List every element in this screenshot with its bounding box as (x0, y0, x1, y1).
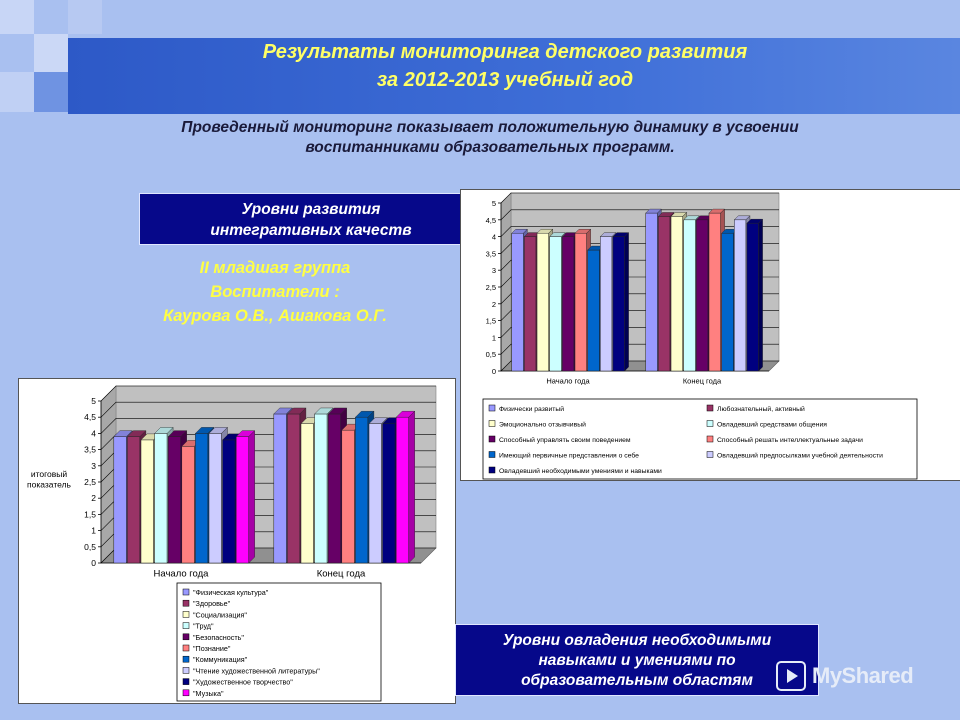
bar (342, 430, 355, 563)
y-tick-label: 2 (91, 493, 96, 504)
legend-swatch (183, 690, 189, 696)
legend-label: "Физическая культура" (193, 588, 269, 597)
legend-swatch (183, 679, 189, 685)
bar (562, 237, 574, 371)
y-tick-label: 0 (491, 367, 496, 376)
box2-line-1: Уровни овладения необходимыми (502, 632, 772, 649)
y-tick-label: 0 (91, 558, 96, 568)
x-tick-label: Конец года (316, 568, 366, 580)
watermark-text: MyShared (812, 663, 914, 688)
bar (114, 437, 127, 563)
chart-1-svg (461, 190, 960, 480)
y-tick-label: 2,5 (485, 283, 496, 292)
bar (274, 414, 287, 563)
legend-label: Любознательный, активный (717, 406, 805, 413)
legend-label: Овладевший необходимыми умениями и навыками (499, 468, 662, 475)
bar (182, 446, 195, 563)
x-tick-label: Начало года (153, 568, 209, 580)
bar (209, 433, 222, 563)
education-areas-chart (18, 378, 456, 704)
group-line-1: II младшая группа (199, 259, 351, 277)
legend-swatch (183, 645, 189, 651)
bar (223, 440, 236, 563)
bar-side (625, 233, 629, 371)
legend-label: "Музыка" (193, 688, 224, 698)
bar (696, 220, 708, 371)
decor-square (34, 34, 68, 72)
y-tick-label: 1 (491, 333, 496, 343)
bar (141, 440, 154, 563)
bar (588, 250, 600, 371)
x-tick-label: Начало года (546, 376, 590, 386)
y-tick-label: 1,5 (84, 509, 96, 520)
bar (195, 433, 208, 563)
chart-2-svg (19, 379, 455, 703)
legend-label: "Чтение художественной литературы" (193, 666, 320, 676)
legend-label: Овладевший средствами общения (717, 421, 827, 429)
legend-label: "Коммуникация" (193, 655, 248, 665)
y-axis-label: итоговый (30, 469, 68, 479)
bar (575, 233, 587, 371)
decor-square (0, 0, 34, 34)
legend-swatch (489, 405, 495, 411)
group-line-3: Каурова О.В., Ашакова О.Г. (163, 307, 387, 325)
bar (287, 414, 300, 563)
y-tick-label: 2,5 (84, 477, 96, 487)
bar (600, 237, 612, 371)
bar (524, 237, 536, 371)
legend-label: "Познание" (193, 644, 231, 653)
bar (396, 417, 409, 563)
box2-line-3: образовательным областям (521, 672, 753, 689)
decor-square (68, 0, 102, 34)
subtitle-line-2: воспитанниками образовательных программ. (305, 139, 675, 156)
legend-label: "Труд" (193, 621, 214, 631)
subtitle-line-1: Проведенный мониторинг показывает положительную динамику в усвоении (181, 119, 799, 136)
bar (315, 414, 328, 563)
bar (709, 213, 721, 371)
group-line-2: Воспитатели : (210, 283, 340, 301)
legend-label: Имеющий первичные представления о себе (499, 452, 639, 460)
bar (236, 437, 249, 563)
legend-swatch (183, 600, 189, 606)
box1-line-1: Уровни развития (241, 201, 381, 218)
bar (747, 223, 759, 371)
bar (369, 424, 382, 563)
y-tick-label: 4,5 (485, 215, 496, 225)
legend-swatch (489, 467, 495, 473)
bar (537, 233, 549, 371)
bar (168, 437, 181, 563)
legend-swatch (707, 405, 713, 411)
bar (671, 216, 683, 371)
legend-swatch (707, 421, 713, 427)
y-tick-label: 4 (91, 428, 96, 439)
group-info (110, 256, 440, 328)
legend-label: Физически развитый (499, 406, 565, 413)
page-title (150, 38, 860, 94)
legend-swatch (489, 421, 495, 427)
y-tick-label: 1 (91, 525, 96, 536)
y-tick-label: 3 (491, 266, 496, 276)
bar-side (759, 219, 763, 371)
y-tick-label: 1,5 (485, 316, 496, 326)
y-tick-label: 5 (91, 396, 96, 406)
legend-swatch (183, 589, 189, 595)
y-tick-label: 3,5 (485, 249, 496, 259)
box2-line-2: навыками и умениями по (538, 652, 736, 669)
subtitle (100, 118, 880, 158)
legend-label: Эмоционально отзывчивый (499, 421, 586, 429)
legend-label: Способный решать интеллектуальные задачи (717, 437, 863, 444)
legend-swatch (183, 623, 189, 629)
bar (646, 213, 658, 371)
y-tick-label: 2 (491, 299, 496, 309)
legend-label: "Художественное творчество" (193, 677, 293, 687)
integrative-qualities-label (139, 193, 463, 245)
legend-label: Способный управлять своим поведением (499, 437, 631, 444)
box1-line-2: интегративных качеств (210, 222, 412, 239)
y-tick-label: 3,5 (84, 444, 96, 455)
bar (127, 437, 140, 563)
legend-label: Овладевший предпосылками учебной деятельности (717, 452, 883, 460)
bar (550, 237, 562, 371)
legend-swatch (183, 656, 189, 662)
bar (383, 424, 396, 563)
bar (155, 433, 168, 563)
bar (613, 237, 625, 371)
legend-label: "Здоровье" (193, 599, 231, 609)
legend-swatch (707, 452, 713, 458)
bar (722, 233, 734, 371)
legend-label: "Безопасность" (193, 632, 244, 642)
decor-square (34, 72, 68, 112)
bar (301, 424, 314, 563)
bar (355, 417, 368, 563)
bar (684, 220, 696, 371)
y-tick-label: 0,5 (485, 350, 496, 360)
legend-swatch (183, 667, 189, 673)
bar (512, 233, 524, 371)
y-tick-label: 4 (491, 232, 496, 242)
skills-levels-label (455, 624, 819, 696)
bar (734, 220, 746, 371)
title-line-2: за 2012-2013 учебный год (376, 69, 634, 91)
bar-side (409, 411, 415, 563)
legend-label: "Социализация" (193, 610, 247, 620)
y-tick-label: 0,5 (84, 541, 96, 552)
play-icon (776, 661, 806, 691)
x-tick-label: Конец года (682, 376, 722, 386)
y-tick-label: 5 (491, 199, 496, 208)
legend-swatch (183, 611, 189, 617)
integrative-qualities-chart (460, 189, 960, 481)
bar (658, 216, 670, 371)
bar-side (249, 431, 255, 563)
y-tick-label: 3 (91, 460, 96, 471)
bar (328, 414, 341, 563)
y-axis-label: показатель (27, 479, 71, 490)
legend-swatch (707, 436, 713, 442)
title-line-1: Результаты мониторинга детского развития (262, 41, 748, 63)
y-tick-label: 4,5 (84, 412, 96, 423)
legend-swatch (183, 634, 189, 640)
decor-square (0, 72, 34, 112)
legend-swatch (489, 436, 495, 442)
legend-swatch (489, 452, 495, 458)
watermark (776, 656, 946, 696)
